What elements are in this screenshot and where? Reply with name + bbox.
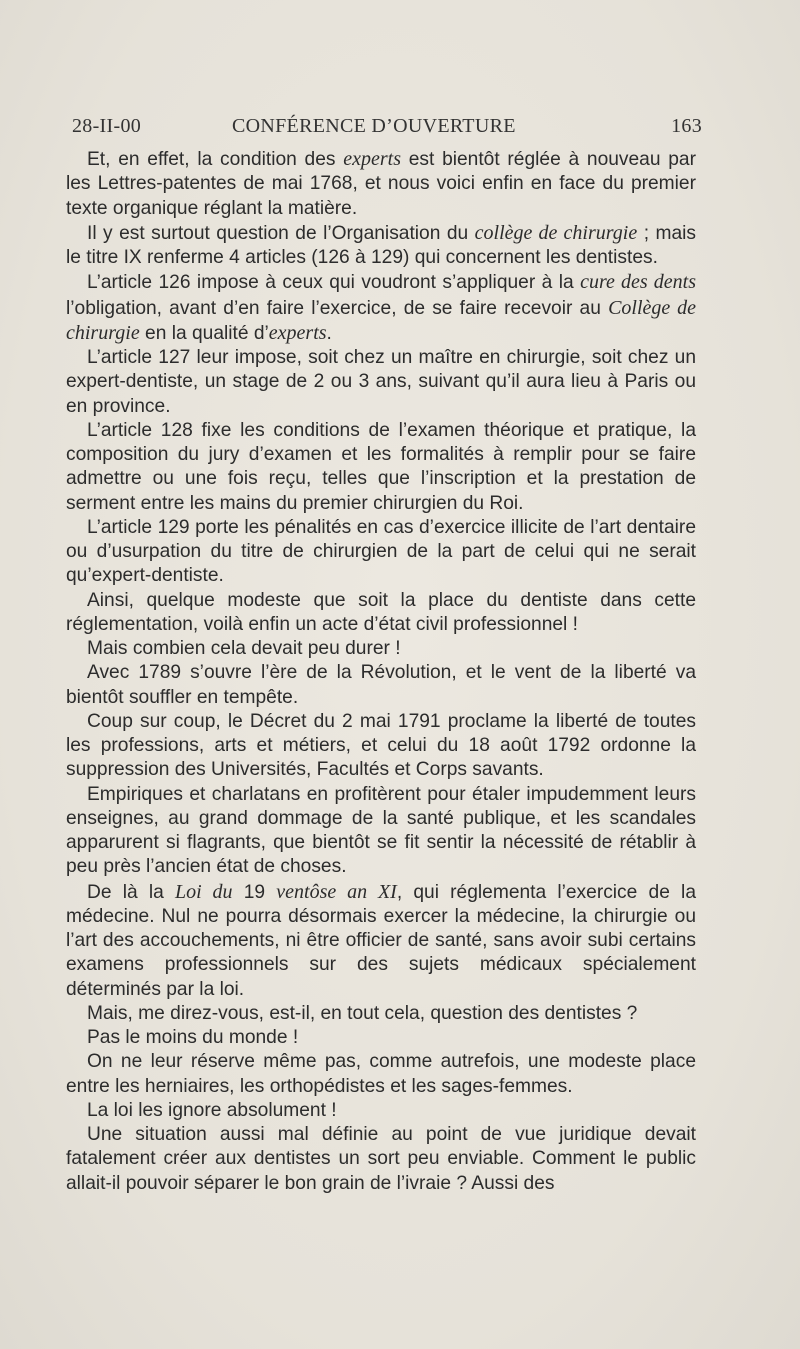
text-run: . <box>326 322 332 344</box>
paragraph <box>66 710 696 783</box>
text-run: Pas le moins du monde ! <box>87 1027 299 1048</box>
paragraph <box>66 221 696 271</box>
text-run: Mais, me direz-vous, est-il, en tout cela, question des dentistes ? <box>87 1002 638 1024</box>
text-run: en la qualité d’ <box>139 322 269 344</box>
text-run: L’article 127 leur impose, soit chez un maître en chirurgie, soit chez un expert-dentiste, un stage de 2 ou 3 ans, suivant qu’il aura lieu à Paris ou en province. <box>66 347 696 417</box>
page-number: 163 <box>671 115 702 137</box>
paragraph <box>66 1002 696 1026</box>
text-run: On ne leur réserve même pas, comme autrefois, une modeste place entre les herniaires, les orthopédistes et les sages-femmes. <box>66 1051 696 1097</box>
body-text <box>66 147 696 1196</box>
paragraph <box>66 1026 696 1050</box>
running-header <box>72 115 702 143</box>
paragraph <box>66 346 696 419</box>
text-run: est bientôt réglée à nouveau par les Lettres-patentes de mai 1768, et nous voici enfin en face du premier texte organique réglant la matière. <box>66 149 696 219</box>
text-run: Mais combien cela devait peu durer ! <box>87 638 401 659</box>
text-run: 19 <box>232 881 277 903</box>
text-run: L’article 128 fixe les conditions de l’examen théorique et pratique, la composition du jury d’examen et les formalités à remplir pour se faire admettre ou une fois reçu, telles que l’inscription et la prestation de serment entre les mains du premier chirurgien du Roi. <box>66 419 696 514</box>
text-run: Et, en effet, la condition des <box>87 149 344 170</box>
paragraph <box>66 419 696 516</box>
italic-text: Loi du <box>174 880 233 903</box>
paragraph <box>66 270 696 346</box>
paragraph <box>66 1123 696 1196</box>
text-run: , qui réglementa l’exercice de la médecine. Nul ne pourra désormais exercer la médecine, la chirurgie ou l’art des accouchements, ni être officier de santé, sans avoir subi certains examens professionnels sur des sujets médicaux spécialement déterminés par la loi. <box>66 881 696 1000</box>
text-run: Il y est surtout question de l’Organisation du <box>87 222 475 244</box>
paragraph <box>66 147 696 221</box>
header-date: 28-II-00 <box>72 115 142 137</box>
italic-text: Collège de chirurgie <box>66 296 696 344</box>
text-run: L’article 126 impose à ceux qui voudront s’appliquer à la <box>87 272 581 294</box>
italic-text: experts <box>343 148 401 170</box>
text-run: De là la <box>87 881 175 903</box>
italic-text: cure des dents <box>580 271 696 294</box>
paragraph <box>66 880 696 1002</box>
italic-text: collège de chirurgie <box>474 221 638 244</box>
text-run: Avec 1789 s’ouvre l’ère de la Révolution, et le vent de la liberté va bientôt souffler en tempête. <box>66 662 696 708</box>
text-run: Une situation aussi mal définie au point de vue juridique devait fatalement créer aux dentistes un sort peu enviable. Comment le public allait-il pouvoir séparer le bon grain de l’ivraie ? Aussi des <box>66 1124 696 1194</box>
paragraph <box>66 516 696 589</box>
text-run: Coup sur coup, le Décret du 2 mai 1791 proclame la liberté de toutes les professions, arts et métiers, et celui du 18 août 1792 ordonne la suppression des Universités, Facultés et Corps savants. <box>66 710 696 781</box>
text-run: Empiriques et charlatans en profitèrent pour étaler impudemment leurs enseignes, au grand dommage de la santé publique, et les scandales apparurent si flagrants, que bientôt se fit sentir la nécessité de rétablir à peu près l’ancien état de choses. <box>66 783 696 878</box>
text-run: L’article 129 porte les pénalités en cas d’exercice illicite de l’art dentaire ou d’usurpation du titre de chirurgien de la part de celui qui ne serait qu’expert-dentiste. <box>66 516 696 587</box>
paragraph <box>66 1050 696 1099</box>
paragraph <box>66 1099 696 1123</box>
paragraph <box>66 661 696 710</box>
text-run: La loi les ignore absolument ! <box>87 1099 337 1121</box>
header-title: CONFÉRENCE D’OUVERTURE <box>232 115 516 137</box>
italic-text: ventôse an XI <box>276 880 397 903</box>
paragraph <box>66 589 696 638</box>
paragraph <box>66 783 696 880</box>
italic-text: experts <box>268 321 327 344</box>
paragraph <box>66 637 696 661</box>
text-run: l’obligation, avant d’en faire l’exercice, de se faire recevoir au <box>66 297 609 319</box>
text-run: ; mais le titre IX renferme 4 articles (126 à 129) qui concernent les dentistes. <box>66 222 696 268</box>
text-run: Ainsi, quelque modeste que soit la place du dentiste dans cette réglementation, voilà enfin un acte d’état civil professionnel ! <box>66 589 696 635</box>
